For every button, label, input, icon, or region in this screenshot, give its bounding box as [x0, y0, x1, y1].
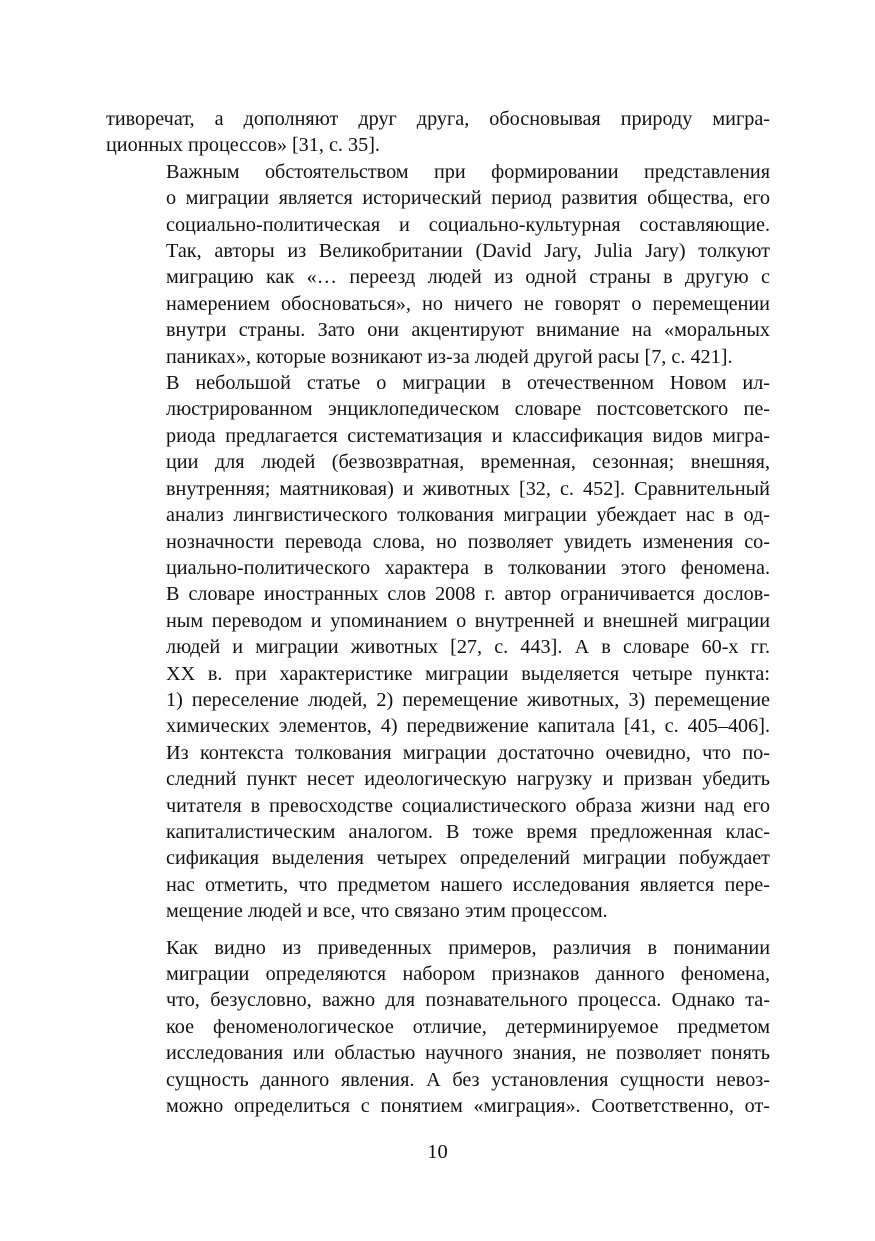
text-line: о миграции является исторический период развития общества, его — [166, 187, 770, 210]
text-line: миграцию как «… переезд людей из одной страны в другую с — [166, 266, 770, 289]
text-line: кое феноменологическое отличие, детерминируемое предметом — [166, 1015, 770, 1038]
paragraph-1 — [106, 106, 770, 159]
text-line: В словаре иностранных слов 2008 г. автор ограничивается дослов- — [166, 583, 770, 606]
text-line: Как видно из приведенных примеров, различия в понимании — [166, 936, 770, 959]
text-line: ции для людей (безвозвратная, временная, сезонная; внешняя, — [166, 451, 770, 474]
text-line: люстрированном энциклопедическом словаре постсоветского пе- — [166, 398, 770, 421]
text-line: намерением обосноваться», но ничего не говорят о перемещении — [166, 292, 770, 315]
text-line: что, безусловно, важно для познавательного процесса. Однако та- — [166, 989, 770, 1012]
text-line: Важным обстоятельством при формировании представления — [166, 160, 770, 183]
text-line: ционных процессов» [31, с. 35]. — [106, 134, 380, 157]
text-line: анализ лингвистического толкования миграции убеждает нас в од- — [166, 504, 770, 527]
paragraph-3 — [106, 370, 770, 925]
text-line: Так, авторы из Великобритании (David Jary, Julia Jary) толкуют — [166, 240, 770, 263]
text-line: мещение людей и все, что связано этим процессом. — [166, 900, 608, 923]
text-line: людей и миграции животных [27, с. 443]. А в словаре 60-х гг. — [166, 636, 770, 659]
text-line: циально-политического характера в толковании этого феномена. — [166, 556, 770, 579]
text-line: ным переводом и упоминанием о внутренней и внешней миграции — [166, 609, 770, 632]
text-line: 1) переселение людей, 2) перемещение животных, 3) перемещение — [166, 688, 770, 711]
paragraph-2 — [106, 159, 770, 370]
text-line: исследования или областью научного знания, не позволяет понять — [166, 1042, 770, 1065]
text-line: сущность данного явления. А без установления сущности невоз- — [166, 1068, 770, 1091]
text-line: капиталистическим аналогом. В тоже время предложенная клас- — [166, 820, 770, 843]
text-line: Из контекста толкования миграции достаточно очевидно, что по- — [166, 741, 770, 764]
text-line: читателя в превосходстве социалистического образа жизни над его — [166, 794, 770, 817]
text-line: сификация выделения четырех определений миграции побуждает — [166, 847, 770, 870]
text-line: тиворечат, а дополняют друг друга, обосновывая природу мигра- — [106, 108, 770, 130]
text-line: следний пункт несет идеологическую нагрузку и призван убедить — [166, 768, 770, 791]
text-line: внутренняя; маятниковая) и животных [32, с. 452]. Сравнительный — [166, 477, 770, 500]
text-line: можно определиться с понятием «миграция». Соответственно, от- — [166, 1095, 770, 1118]
text-line: XX в. при характеристике миграции выделяется четыре пункта: — [166, 662, 770, 685]
page-body — [106, 106, 770, 1119]
text-line: нас отметить, что предметом нашего исследования является пере- — [166, 873, 770, 896]
text-line: миграции определяются набором признаков данного феномена, — [166, 963, 770, 985]
text-line: внутри страны. Зато они акцентируют внимание на «моральных — [166, 319, 770, 342]
text-line: нозначности перевода слова, но позволяет увидеть изменения со- — [166, 530, 770, 553]
text-line: паниках», которые возникают из-за людей другой расы [7, с. 421]. — [166, 345, 733, 368]
page-number: 10 — [427, 1141, 448, 1163]
paragraph-4 — [106, 935, 770, 1120]
text-line: риода предлагается систематизация и классификация видов мигра- — [166, 424, 770, 447]
text-line: В небольшой статье о миграции в отечественном Новом ил- — [166, 372, 770, 395]
text-line: химических элементов, 4) передвижение капитала [41, с. 405–406]. — [166, 715, 770, 738]
text-line: социально-политическая и социально-культурная составляющие. — [166, 213, 770, 236]
